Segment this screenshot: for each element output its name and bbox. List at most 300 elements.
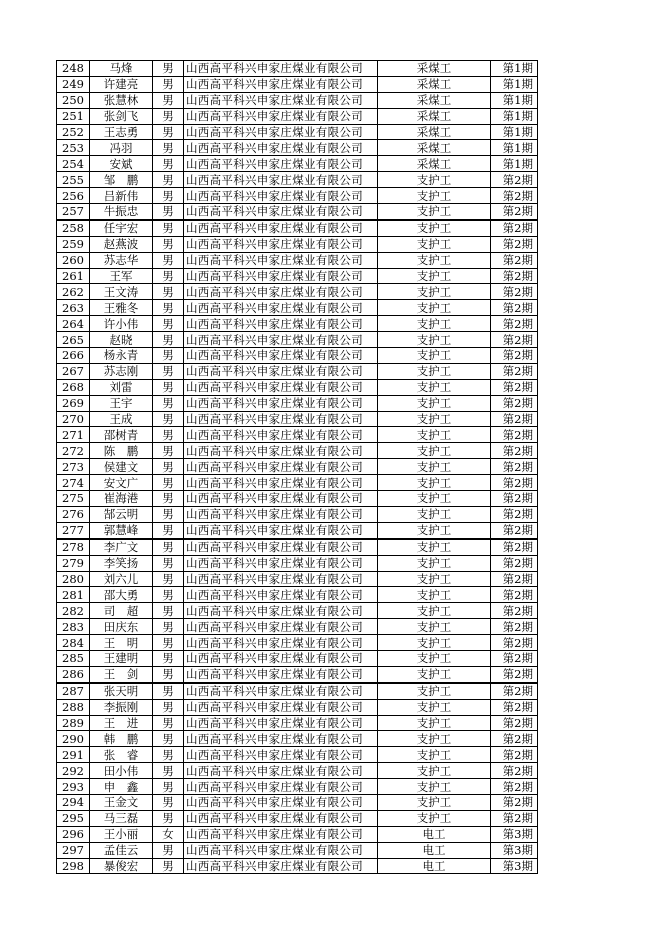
job-type-cell: 支护工: [378, 603, 491, 619]
table-row: [57, 188, 538, 204]
training-period-cell: 第3期: [491, 826, 538, 842]
company-name-cell: 山西高平科兴申家庄煤业有限公司: [184, 715, 378, 731]
table-row: [57, 555, 538, 571]
row-number-cell: 265: [57, 332, 90, 348]
training-period-cell: 第2期: [491, 522, 538, 538]
table-row: [57, 268, 538, 284]
company-name-cell: 山西高平科兴申家庄煤业有限公司: [184, 650, 378, 666]
table-row: [57, 427, 538, 443]
job-type-cell: 支护工: [378, 459, 491, 475]
row-number-cell: 280: [57, 571, 90, 587]
gender-cell: 男: [153, 539, 184, 555]
row-number-cell: 273: [57, 459, 90, 475]
table-row: [57, 459, 538, 475]
training-period-cell: 第2期: [491, 252, 538, 268]
training-period-cell: 第2期: [491, 363, 538, 379]
training-period-cell: 第2期: [491, 348, 538, 364]
person-name-cell: 邵大勇: [90, 587, 153, 603]
table-row: [57, 619, 538, 635]
training-period-cell: 第2期: [491, 268, 538, 284]
person-name-cell: 田庆东: [90, 619, 153, 635]
job-type-cell: 支护工: [378, 252, 491, 268]
company-name-cell: 山西高平科兴申家庄煤业有限公司: [184, 475, 378, 491]
gender-cell: 男: [153, 204, 184, 220]
company-name-cell: 山西高平科兴申家庄煤业有限公司: [184, 858, 378, 874]
company-name-cell: 山西高平科兴申家庄煤业有限公司: [184, 236, 378, 252]
job-type-cell: 支护工: [378, 779, 491, 795]
person-name-cell: 任宇宏: [90, 220, 153, 236]
gender-cell: 男: [153, 683, 184, 699]
row-number-cell: 287: [57, 683, 90, 699]
gender-cell: 男: [153, 348, 184, 364]
company-name-cell: 山西高平科兴申家庄煤业有限公司: [184, 794, 378, 810]
table-row: [57, 363, 538, 379]
row-number-cell: 272: [57, 443, 90, 459]
person-name-cell: 王 剑: [90, 666, 153, 682]
job-type-cell: 支护工: [378, 506, 491, 522]
company-name-cell: 山西高平科兴申家庄煤业有限公司: [184, 522, 378, 538]
training-period-cell: 第2期: [491, 459, 538, 475]
row-number-cell: 257: [57, 204, 90, 220]
person-name-cell: 李振刚: [90, 699, 153, 715]
row-number-cell: 256: [57, 188, 90, 204]
training-period-cell: 第2期: [491, 506, 538, 522]
company-name-cell: 山西高平科兴申家庄煤业有限公司: [184, 252, 378, 268]
table-row: [57, 172, 538, 188]
table-row: [57, 763, 538, 779]
person-name-cell: 马烽: [90, 61, 153, 77]
company-name-cell: 山西高平科兴申家庄煤业有限公司: [184, 810, 378, 826]
row-number-cell: 295: [57, 810, 90, 826]
person-name-cell: 王金文: [90, 794, 153, 810]
person-name-cell: 苏志刚: [90, 363, 153, 379]
table-row: [57, 411, 538, 427]
gender-cell: 男: [153, 76, 184, 92]
company-name-cell: 山西高平科兴申家庄煤业有限公司: [184, 108, 378, 124]
job-type-cell: 支护工: [378, 268, 491, 284]
row-number-cell: 253: [57, 140, 90, 156]
gender-cell: 男: [153, 491, 184, 507]
company-name-cell: 山西高平科兴申家庄煤业有限公司: [184, 491, 378, 507]
row-number-cell: 290: [57, 731, 90, 747]
company-name-cell: 山西高平科兴申家庄煤业有限公司: [184, 506, 378, 522]
training-period-cell: 第2期: [491, 747, 538, 763]
row-number-cell: 294: [57, 794, 90, 810]
row-number-cell: 269: [57, 395, 90, 411]
table-row: [57, 842, 538, 858]
training-period-cell: 第2期: [491, 763, 538, 779]
company-name-cell: 山西高平科兴申家庄煤业有限公司: [184, 204, 378, 220]
job-type-cell: 支护工: [378, 332, 491, 348]
table-row: [57, 794, 538, 810]
company-name-cell: 山西高平科兴申家庄煤业有限公司: [184, 220, 378, 236]
job-type-cell: 采煤工: [378, 140, 491, 156]
job-type-cell: 采煤工: [378, 92, 491, 108]
company-name-cell: 山西高平科兴申家庄煤业有限公司: [184, 395, 378, 411]
gender-cell: 男: [153, 140, 184, 156]
gender-cell: 男: [153, 236, 184, 252]
gender-cell: 男: [153, 699, 184, 715]
gender-cell: 男: [153, 650, 184, 666]
row-number-cell: 279: [57, 555, 90, 571]
table-row: [57, 587, 538, 603]
person-name-cell: 张 睿: [90, 747, 153, 763]
gender-cell: 男: [153, 603, 184, 619]
person-name-cell: 王 进: [90, 715, 153, 731]
job-type-cell: 支护工: [378, 363, 491, 379]
training-period-cell: 第2期: [491, 683, 538, 699]
job-type-cell: 支护工: [378, 395, 491, 411]
company-name-cell: 山西高平科兴申家庄煤业有限公司: [184, 587, 378, 603]
row-number-cell: 264: [57, 316, 90, 332]
job-type-cell: 支护工: [378, 650, 491, 666]
gender-cell: 男: [153, 842, 184, 858]
person-name-cell: 王建明: [90, 650, 153, 666]
row-number-cell: 296: [57, 826, 90, 842]
gender-cell: 男: [153, 794, 184, 810]
roster-body: [57, 61, 538, 874]
job-type-cell: 支护工: [378, 635, 491, 651]
training-period-cell: 第2期: [491, 587, 538, 603]
training-period-cell: 第1期: [491, 76, 538, 92]
table-row: [57, 332, 538, 348]
table-row: [57, 699, 538, 715]
row-number-cell: 250: [57, 92, 90, 108]
gender-cell: 男: [153, 779, 184, 795]
training-period-cell: 第2期: [491, 650, 538, 666]
job-type-cell: 支护工: [378, 810, 491, 826]
company-name-cell: 山西高平科兴申家庄煤业有限公司: [184, 411, 378, 427]
training-period-cell: 第1期: [491, 92, 538, 108]
person-name-cell: 张慧林: [90, 92, 153, 108]
table-row: [57, 220, 538, 236]
table-row: [57, 779, 538, 795]
row-number-cell: 284: [57, 635, 90, 651]
job-type-cell: 采煤工: [378, 76, 491, 92]
gender-cell: 男: [153, 124, 184, 140]
job-type-cell: 支护工: [378, 443, 491, 459]
person-name-cell: 暴俊宏: [90, 858, 153, 874]
table-row: [57, 204, 538, 220]
training-period-cell: 第2期: [491, 666, 538, 682]
table-row: [57, 108, 538, 124]
row-number-cell: 286: [57, 666, 90, 682]
row-number-cell: 254: [57, 156, 90, 172]
row-number-cell: 282: [57, 603, 90, 619]
row-number-cell: 259: [57, 236, 90, 252]
row-number-cell: 263: [57, 300, 90, 316]
row-number-cell: 249: [57, 76, 90, 92]
company-name-cell: 山西高平科兴申家庄煤业有限公司: [184, 172, 378, 188]
person-name-cell: 牛振忠: [90, 204, 153, 220]
gender-cell: 男: [153, 571, 184, 587]
table-row: [57, 124, 538, 140]
training-period-cell: 第1期: [491, 124, 538, 140]
row-number-cell: 255: [57, 172, 90, 188]
gender-cell: 男: [153, 619, 184, 635]
training-period-cell: 第2期: [491, 603, 538, 619]
table-row: [57, 252, 538, 268]
gender-cell: 男: [153, 810, 184, 826]
gender-cell: 男: [153, 506, 184, 522]
person-name-cell: 邵树青: [90, 427, 153, 443]
person-name-cell: 王志勇: [90, 124, 153, 140]
row-number-cell: 270: [57, 411, 90, 427]
table-row: [57, 715, 538, 731]
person-name-cell: 许建亮: [90, 76, 153, 92]
row-number-cell: 289: [57, 715, 90, 731]
table-row: [57, 506, 538, 522]
training-period-cell: 第2期: [491, 619, 538, 635]
company-name-cell: 山西高平科兴申家庄煤业有限公司: [184, 666, 378, 682]
gender-cell: 男: [153, 731, 184, 747]
person-name-cell: 郭慧峰: [90, 522, 153, 538]
job-type-cell: 支护工: [378, 747, 491, 763]
training-period-cell: 第2期: [491, 794, 538, 810]
company-name-cell: 山西高平科兴申家庄煤业有限公司: [184, 156, 378, 172]
gender-cell: 男: [153, 156, 184, 172]
person-name-cell: 王雅冬: [90, 300, 153, 316]
company-name-cell: 山西高平科兴申家庄煤业有限公司: [184, 300, 378, 316]
row-number-cell: 262: [57, 284, 90, 300]
gender-cell: 男: [153, 475, 184, 491]
company-name-cell: 山西高平科兴申家庄煤业有限公司: [184, 427, 378, 443]
table-row: [57, 650, 538, 666]
person-name-cell: 韩 鹏: [90, 731, 153, 747]
company-name-cell: 山西高平科兴申家庄煤业有限公司: [184, 379, 378, 395]
person-name-cell: 吕新伟: [90, 188, 153, 204]
person-name-cell: 马三磊: [90, 810, 153, 826]
table-row: [57, 236, 538, 252]
job-type-cell: 电工: [378, 842, 491, 858]
table-row: [57, 522, 538, 538]
training-period-cell: 第2期: [491, 316, 538, 332]
training-period-cell: 第2期: [491, 300, 538, 316]
training-period-cell: 第2期: [491, 411, 538, 427]
table-row: [57, 635, 538, 651]
roster-table: [56, 60, 538, 874]
job-type-cell: 支护工: [378, 539, 491, 555]
company-name-cell: 山西高平科兴申家庄煤业有限公司: [184, 826, 378, 842]
person-name-cell: 崔海港: [90, 491, 153, 507]
person-name-cell: 申 鑫: [90, 779, 153, 795]
training-period-cell: 第2期: [491, 779, 538, 795]
table-row: [57, 156, 538, 172]
person-name-cell: 王文涛: [90, 284, 153, 300]
person-name-cell: 李广文: [90, 539, 153, 555]
training-period-cell: 第2期: [491, 236, 538, 252]
person-name-cell: 杨永青: [90, 348, 153, 364]
training-period-cell: 第2期: [491, 443, 538, 459]
row-number-cell: 285: [57, 650, 90, 666]
gender-cell: 男: [153, 747, 184, 763]
gender-cell: 男: [153, 252, 184, 268]
company-name-cell: 山西高平科兴申家庄煤业有限公司: [184, 92, 378, 108]
row-number-cell: 275: [57, 491, 90, 507]
company-name-cell: 山西高平科兴申家庄煤业有限公司: [184, 316, 378, 332]
gender-cell: 男: [153, 316, 184, 332]
person-name-cell: 冯羽: [90, 140, 153, 156]
person-name-cell: 张天明: [90, 683, 153, 699]
job-type-cell: 支护工: [378, 587, 491, 603]
gender-cell: 男: [153, 427, 184, 443]
company-name-cell: 山西高平科兴申家庄煤业有限公司: [184, 555, 378, 571]
person-name-cell: 赵晓: [90, 332, 153, 348]
row-number-cell: 266: [57, 348, 90, 364]
row-number-cell: 268: [57, 379, 90, 395]
company-name-cell: 山西高平科兴申家庄煤业有限公司: [184, 842, 378, 858]
table-row: [57, 76, 538, 92]
person-name-cell: 安文广: [90, 475, 153, 491]
training-period-cell: 第2期: [491, 635, 538, 651]
person-name-cell: 张剑飞: [90, 108, 153, 124]
row-number-cell: 278: [57, 539, 90, 555]
training-period-cell: 第2期: [491, 284, 538, 300]
job-type-cell: 支护工: [378, 411, 491, 427]
gender-cell: 女: [153, 826, 184, 842]
table-row: [57, 300, 538, 316]
training-period-cell: 第2期: [491, 810, 538, 826]
table-row: [57, 810, 538, 826]
table-row: [57, 539, 538, 555]
person-name-cell: 苏志华: [90, 252, 153, 268]
table-row: [57, 475, 538, 491]
table-row: [57, 284, 538, 300]
training-period-cell: 第2期: [491, 332, 538, 348]
company-name-cell: 山西高平科兴申家庄煤业有限公司: [184, 332, 378, 348]
person-name-cell: 司 超: [90, 603, 153, 619]
person-name-cell: 李笑扬: [90, 555, 153, 571]
job-type-cell: 电工: [378, 858, 491, 874]
company-name-cell: 山西高平科兴申家庄煤业有限公司: [184, 61, 378, 77]
company-name-cell: 山西高平科兴申家庄煤业有限公司: [184, 699, 378, 715]
row-number-cell: 248: [57, 61, 90, 77]
training-period-cell: 第1期: [491, 108, 538, 124]
person-name-cell: 孟佳云: [90, 842, 153, 858]
company-name-cell: 山西高平科兴申家庄煤业有限公司: [184, 268, 378, 284]
job-type-cell: 支护工: [378, 220, 491, 236]
job-type-cell: 支护工: [378, 522, 491, 538]
table-row: [57, 443, 538, 459]
table-row: [57, 571, 538, 587]
gender-cell: 男: [153, 284, 184, 300]
training-period-cell: 第2期: [491, 220, 538, 236]
training-period-cell: 第2期: [491, 571, 538, 587]
training-period-cell: 第1期: [491, 156, 538, 172]
job-type-cell: 支护工: [378, 204, 491, 220]
gender-cell: 男: [153, 459, 184, 475]
gender-cell: 男: [153, 635, 184, 651]
row-number-cell: 267: [57, 363, 90, 379]
person-name-cell: 陈 鹏: [90, 443, 153, 459]
person-name-cell: 赵燕波: [90, 236, 153, 252]
gender-cell: 男: [153, 715, 184, 731]
row-number-cell: 274: [57, 475, 90, 491]
training-period-cell: 第2期: [491, 172, 538, 188]
training-period-cell: 第2期: [491, 731, 538, 747]
company-name-cell: 山西高平科兴申家庄煤业有限公司: [184, 348, 378, 364]
gender-cell: 男: [153, 858, 184, 874]
gender-cell: 男: [153, 587, 184, 603]
row-number-cell: 271: [57, 427, 90, 443]
gender-cell: 男: [153, 188, 184, 204]
job-type-cell: 支护工: [378, 715, 491, 731]
job-type-cell: 支护工: [378, 699, 491, 715]
company-name-cell: 山西高平科兴申家庄煤业有限公司: [184, 571, 378, 587]
company-name-cell: 山西高平科兴申家庄煤业有限公司: [184, 731, 378, 747]
training-period-cell: 第2期: [491, 475, 538, 491]
job-type-cell: 支护工: [378, 236, 491, 252]
table-row: [57, 491, 538, 507]
company-name-cell: 山西高平科兴申家庄煤业有限公司: [184, 635, 378, 651]
training-period-cell: 第3期: [491, 842, 538, 858]
job-type-cell: 支护工: [378, 379, 491, 395]
table-row: [57, 140, 538, 156]
training-period-cell: 第2期: [491, 188, 538, 204]
row-number-cell: 283: [57, 619, 90, 635]
job-type-cell: 支护工: [378, 491, 491, 507]
company-name-cell: 山西高平科兴申家庄煤业有限公司: [184, 76, 378, 92]
company-name-cell: 山西高平科兴申家庄煤业有限公司: [184, 763, 378, 779]
gender-cell: 男: [153, 555, 184, 571]
person-name-cell: 王军: [90, 268, 153, 284]
gender-cell: 男: [153, 92, 184, 108]
job-type-cell: 支护工: [378, 316, 491, 332]
table-row: [57, 92, 538, 108]
job-type-cell: 支护工: [378, 172, 491, 188]
company-name-cell: 山西高平科兴申家庄煤业有限公司: [184, 619, 378, 635]
job-type-cell: 支护工: [378, 284, 491, 300]
gender-cell: 男: [153, 666, 184, 682]
job-type-cell: 支护工: [378, 731, 491, 747]
gender-cell: 男: [153, 61, 184, 77]
job-type-cell: 支护工: [378, 555, 491, 571]
training-period-cell: 第2期: [491, 204, 538, 220]
gender-cell: 男: [153, 395, 184, 411]
training-period-cell: 第2期: [491, 491, 538, 507]
company-name-cell: 山西高平科兴申家庄煤业有限公司: [184, 140, 378, 156]
job-type-cell: 采煤工: [378, 156, 491, 172]
company-name-cell: 山西高平科兴申家庄煤业有限公司: [184, 188, 378, 204]
gender-cell: 男: [153, 379, 184, 395]
training-period-cell: 第2期: [491, 555, 538, 571]
training-period-cell: 第3期: [491, 858, 538, 874]
row-number-cell: 297: [57, 842, 90, 858]
table-row: [57, 731, 538, 747]
row-number-cell: 281: [57, 587, 90, 603]
table-row: [57, 826, 538, 842]
person-name-cell: 安斌: [90, 156, 153, 172]
row-number-cell: 260: [57, 252, 90, 268]
training-period-cell: 第2期: [491, 715, 538, 731]
company-name-cell: 山西高平科兴申家庄煤业有限公司: [184, 363, 378, 379]
table-row: [57, 395, 538, 411]
row-number-cell: 291: [57, 747, 90, 763]
table-row: [57, 316, 538, 332]
job-type-cell: 支护工: [378, 348, 491, 364]
training-period-cell: 第2期: [491, 427, 538, 443]
row-number-cell: 252: [57, 124, 90, 140]
job-type-cell: 支护工: [378, 794, 491, 810]
table-row: [57, 379, 538, 395]
person-name-cell: 许小伟: [90, 316, 153, 332]
training-period-cell: 第1期: [491, 61, 538, 77]
row-number-cell: 258: [57, 220, 90, 236]
gender-cell: 男: [153, 763, 184, 779]
job-type-cell: 支护工: [378, 188, 491, 204]
company-name-cell: 山西高平科兴申家庄煤业有限公司: [184, 603, 378, 619]
person-name-cell: 王成: [90, 411, 153, 427]
